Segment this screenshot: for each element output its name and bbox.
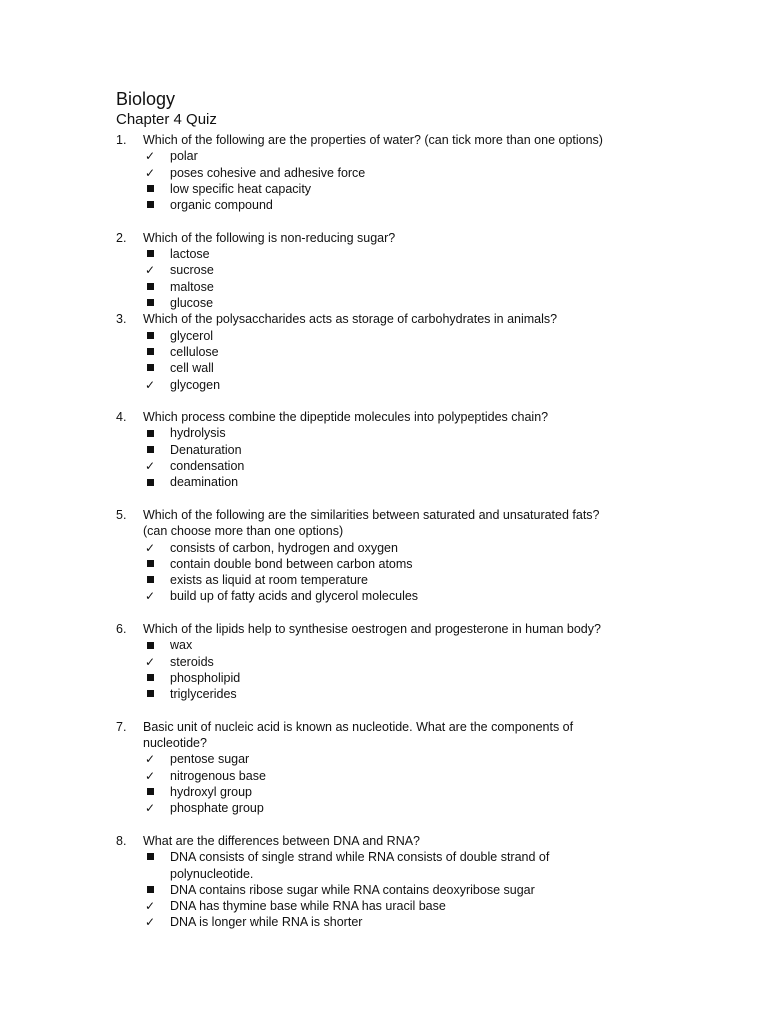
answer-option <box>0 344 768 360</box>
square-bullet-icon <box>143 572 157 588</box>
question-text: Which of the following are the properties of water? (can tick more than one options) <box>143 133 603 147</box>
option-text: wax <box>170 638 193 653</box>
option-text: steroids <box>170 654 214 669</box>
option-text: build up of fatty acids and glycerol molecules <box>170 589 419 604</box>
option-text: cellulose <box>170 344 219 359</box>
answer-option <box>0 572 768 588</box>
option-text: cell wall <box>170 361 214 376</box>
question-text: Basic unit of nucleic acid is known as nucleotide. What are the components of <box>143 719 574 734</box>
question-text: Which of the following is non-reducing sugar? <box>143 230 396 245</box>
question-number: 7. <box>116 719 127 734</box>
question-number: 5. <box>116 507 127 522</box>
square-bullet-icon <box>143 474 157 490</box>
question-text: Which process combine the dipeptide molecules into polypeptides chain? <box>143 410 549 425</box>
question-text: nucleotide? <box>143 736 207 751</box>
answer-option <box>0 262 768 278</box>
answer-option <box>0 360 768 376</box>
answer-option <box>0 197 768 213</box>
square-bullet-icon <box>143 279 157 295</box>
option-text: DNA consists of single strand while RNA consists of double strand of <box>170 850 550 865</box>
answer-option <box>0 148 768 164</box>
option-text: sucrose <box>170 263 214 278</box>
square-bullet-icon <box>143 670 157 686</box>
option-text: glycogen <box>170 377 221 392</box>
answer-option <box>0 442 768 458</box>
answer-option <box>0 914 768 930</box>
square-bullet-icon <box>143 686 157 702</box>
answer-option <box>0 165 768 181</box>
answer-option <box>0 295 768 311</box>
option-text: glucose <box>170 296 214 310</box>
checkmark-icon <box>143 751 157 767</box>
option-text: condensation <box>170 459 245 473</box>
option-text: consists of carbon, hydrogen and oxygen <box>170 540 398 555</box>
checkmark-icon <box>143 654 157 670</box>
question-number: 2. <box>116 230 127 245</box>
option-text: hydroxyl group <box>170 785 252 799</box>
answer-option <box>0 768 768 784</box>
option-text: DNA is longer while RNA is shorter <box>170 915 363 930</box>
square-bullet-icon <box>143 344 157 360</box>
document-subtitle: Chapter 4 Quiz <box>116 111 217 128</box>
question-number: 6. <box>116 622 127 636</box>
checkmark-icon <box>143 898 157 914</box>
answer-option <box>0 588 768 604</box>
option-text: exists as liquid at room temperature <box>170 573 369 588</box>
question-text: Which of the following are the similarities between saturated and unsaturated fats? <box>143 507 600 522</box>
answer-option <box>0 425 768 441</box>
question-number: 1. <box>116 133 127 147</box>
question-number: 4. <box>116 410 127 425</box>
checkmark-icon <box>143 458 157 474</box>
option-text: lactose <box>170 247 210 262</box>
option-text: pentose sugar <box>170 752 250 767</box>
answer-option <box>0 898 768 914</box>
answer-option <box>0 246 768 262</box>
option-text: Denaturation <box>170 442 242 457</box>
square-bullet-icon <box>143 556 157 572</box>
square-bullet-icon <box>143 360 157 376</box>
document-title: Biology <box>116 89 176 109</box>
answer-option <box>0 654 768 670</box>
option-text: polynucleotide. <box>170 866 254 881</box>
question-text: Which of the polysaccharides acts as storage of carbohydrates in animals? <box>143 312 558 327</box>
checkmark-icon <box>143 262 157 278</box>
answer-option <box>0 751 768 767</box>
option-text: phospholipid <box>170 670 241 685</box>
question-text: What are the differences between DNA and RNA? <box>143 833 421 848</box>
square-bullet-icon <box>143 442 157 458</box>
checkmark-icon <box>143 800 157 816</box>
answer-option <box>0 181 768 197</box>
option-text: triglycerides <box>170 687 237 702</box>
square-bullet-icon <box>143 246 157 262</box>
answer-option <box>0 328 768 344</box>
answer-option <box>0 800 768 816</box>
option-text: glycerol <box>170 328 214 343</box>
square-bullet-icon <box>143 425 157 441</box>
option-text: hydrolysis <box>170 426 226 441</box>
option-text: nitrogenous base <box>170 768 266 783</box>
option-text: phosphate group <box>170 801 264 816</box>
answer-option <box>0 458 768 474</box>
checkmark-icon <box>143 540 157 556</box>
option-text: contain double bond between carbon atoms <box>170 556 413 571</box>
question-number: 8. <box>116 833 127 848</box>
answer-option <box>0 784 768 800</box>
answer-option <box>0 540 768 556</box>
answer-option <box>0 474 768 490</box>
square-bullet-icon <box>143 849 157 865</box>
answer-option <box>0 279 768 295</box>
option-text: polar <box>170 149 198 164</box>
answer-option <box>0 637 768 653</box>
option-text: low specific heat capacity <box>170 181 312 196</box>
option-text: DNA contains ribose sugar while RNA contains deoxyribose sugar <box>170 882 535 897</box>
square-bullet-icon <box>143 637 157 653</box>
answer-option <box>0 686 768 702</box>
square-bullet-icon <box>143 784 157 800</box>
answer-option <box>0 849 768 865</box>
question-text: (can choose more than one options) <box>143 524 344 539</box>
square-bullet-icon <box>143 882 157 898</box>
option-text: organic compound <box>170 198 273 213</box>
option-text: maltose <box>170 279 214 294</box>
square-bullet-icon <box>143 295 157 311</box>
checkmark-icon <box>143 588 157 604</box>
square-bullet-icon <box>143 328 157 344</box>
checkmark-icon <box>143 165 157 181</box>
checkmark-icon <box>143 914 157 930</box>
checkmark-icon <box>143 377 157 393</box>
answer-option <box>0 866 768 882</box>
question-number: 3. <box>116 312 127 327</box>
option-text: poses cohesive and adhesive force <box>170 165 366 180</box>
square-bullet-icon <box>143 181 157 197</box>
option-text: DNA has thymine base while RNA has uracil base <box>170 899 446 914</box>
answer-option <box>0 882 768 898</box>
checkmark-icon <box>143 768 157 784</box>
square-bullet-icon <box>143 197 157 213</box>
answer-option <box>0 556 768 572</box>
answer-option <box>0 670 768 686</box>
question-text: Which of the lipids help to synthesise oestrogen and progesterone in human body? <box>143 622 601 636</box>
checkmark-icon <box>143 148 157 164</box>
answer-option <box>0 377 768 393</box>
option-text: deamination <box>170 475 239 490</box>
